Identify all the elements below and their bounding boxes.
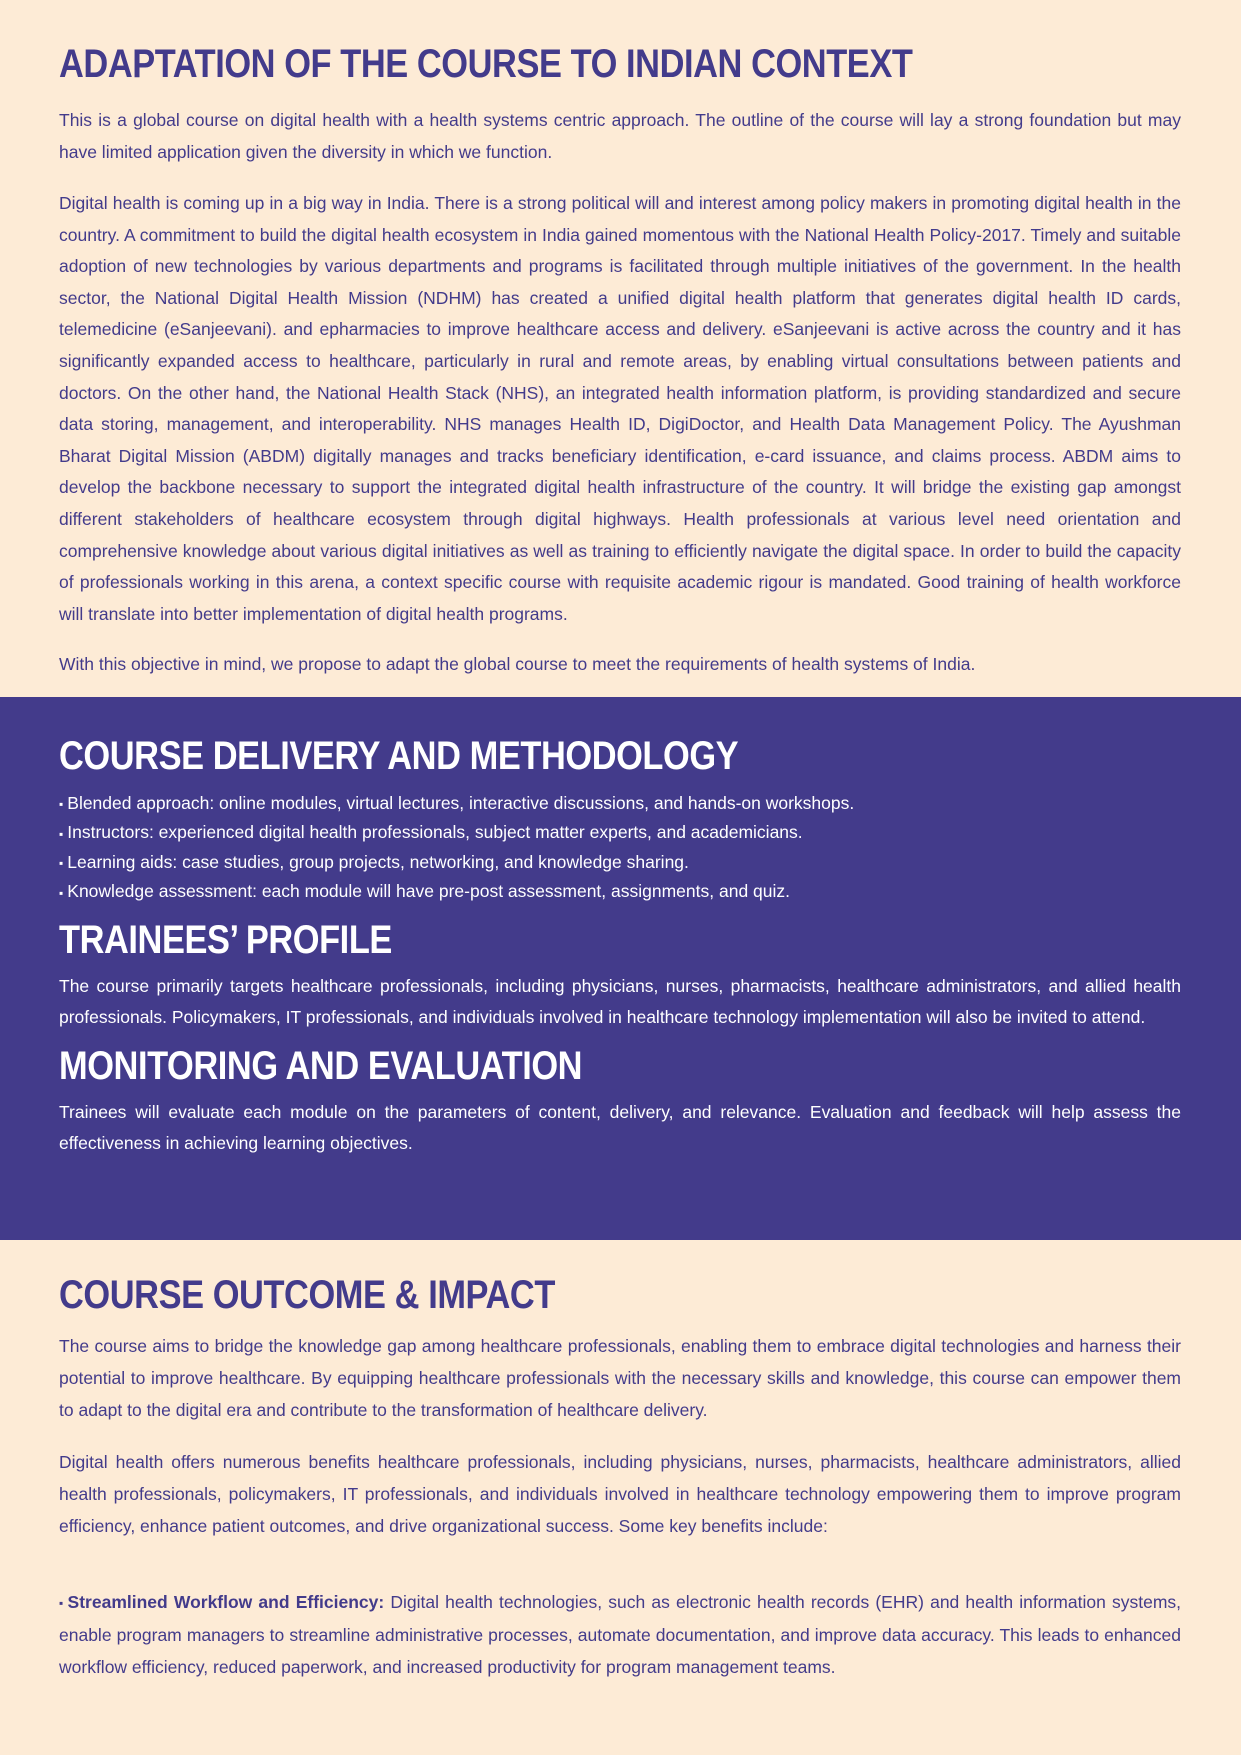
adaptation-section [0, 0, 1241, 697]
benefit-title: Streamlined Workflow and Efficiency: [67, 1592, 385, 1612]
bullet-icon: ▪ [59, 1596, 65, 1611]
benefit-item [59, 1586, 1181, 1683]
adaptation-intro-paragraph: This is a global course on digital health with a health systems centric approach. The outline of the course will lay a strong foundation but may have limited application given the diversity in which we function. [59, 110, 1181, 162]
adaptation-main-paragraph: Digital health is coming up in a big way in India. There is a strong political will and interest among policy makers in promoting digital health in the country. A commitment to build the digital health ecosystem in India gained momentous with the National Health Policy-2017. Timely and suitable adoption of new technologies by various departments and programs is facilitated through multiple initiatives of the government. In the health sector, the National Digital Health Mission (NDHM) has created a unified digital health platform that generates digital health ID cards, telemedicine (eSanjeevani). and epharmacies to improve healthcare access and delivery. eSanjeevani is active across the country and it has significantly expanded access to healthcare, particularly in rural and remote areas, by enabling virtual consultations between patients and doctors. On the other hand, the National Health Stack (NHS), an integrated health information platform, is providing standardized and secure data storing, management, and interoperability. NHS manages Health ID, DigiDoctor, and Health Data Management Policy. The Ayushman Bharat Digital Mission (ABDM) digitally manages and tracks beneficiary identification, e-card issuance, and claims process. ABDM aims to develop the backbone necessary to support the integrated digital health infrastructure of the country. It will bridge the existing gap amongst different stakeholders of healthcare ecosystem through digital highways. Health professionals at various level need orientation and comprehensive knowledge about various digital initiatives as well as training to efficiently navigate the digital space. In order to build the capacity of professionals working in this arena, a context specific course with requisite academic rigour is mandated. Good training of health workforce will translate into better implementation of digital health programs. [59, 193, 1181, 624]
outcome-section [0, 1240, 1241, 1755]
monitoring-heading: MONITORING AND EVALUATION [59, 1043, 583, 1088]
outcome-heading: COURSE OUTCOME & IMPACT [59, 1273, 555, 1317]
delivery-bullet-item: ▪ Knowledge assessment: each module will have pre-post assessment, assignments, and quiz. [59, 877, 1181, 906]
delivery-bullet-item: ▪ Learning aids: case studies, group projects, networking, and knowledge sharing. [59, 848, 1181, 877]
delivery-bullet-item: ▪ Instructors: experienced digital health professionals, subject matter experts, and academicians. [59, 818, 1181, 847]
trainees-paragraph: The course primarily targets healthcare professionals, including physicians, nurses, pharmacists, healthcare administrators, and allied health professionals. Policymakers, IT professionals, and individuals involved in healthcare technology implementation will also be invited to attend. [59, 975, 1181, 1027]
methodology-band [0, 697, 1241, 1240]
outcome-paragraph-2: Digital health offers numerous benefits healthcare professionals, including physicians, nurses, pharmacists, healthcare administrators, allied health professionals, policymakers, IT professionals, and individuals involved in healthcare technology empowering them to improve program efficiency, enhance patient outcomes, and drive organizational success. Some key benefits include: [59, 1452, 1181, 1536]
delivery-bullet-list [59, 789, 1181, 907]
benefit-text: Digital health technologies, such as electronic health records (EHR) and health information systems, enable program managers to streamline administrative processes, automate documentation, and improve data accuracy. This leads to enhanced workflow efficiency, reduced paperwork, and increased productivity for program management teams. [59, 1592, 1182, 1678]
monitoring-paragraph: Trainees will evaluate each module on the parameters of content, delivery, and relevance. Evaluation and feedback will help assess the effectiveness in achieving learning objectives. [59, 1101, 1181, 1153]
adaptation-objective-paragraph: With this objective in mind, we propose to adapt the global course to meet the requirements of health systems of India. [59, 654, 976, 675]
adaptation-heading: ADAPTATION OF THE COURSE TO INDIAN CONTEXT [59, 42, 913, 86]
delivery-bullet-item: ▪ Blended approach: online modules, virtual lectures, interactive discussions, and hands-on workshops. [59, 789, 1181, 818]
delivery-heading: COURSE DELIVERY AND METHODOLOGY [59, 734, 739, 778]
outcome-paragraph-1: The course aims to bridge the knowledge gap among healthcare professionals, enabling them to embrace digital technologies and harness their potential to improve healthcare. By equipping healthcare professionals with the necessary skills and knowledge, this course can empower them to adapt to the digital era and contribute to the transformation of healthcare delivery. [59, 1336, 1181, 1420]
trainees-heading: TRAINEES’ PROFILE [59, 917, 392, 962]
